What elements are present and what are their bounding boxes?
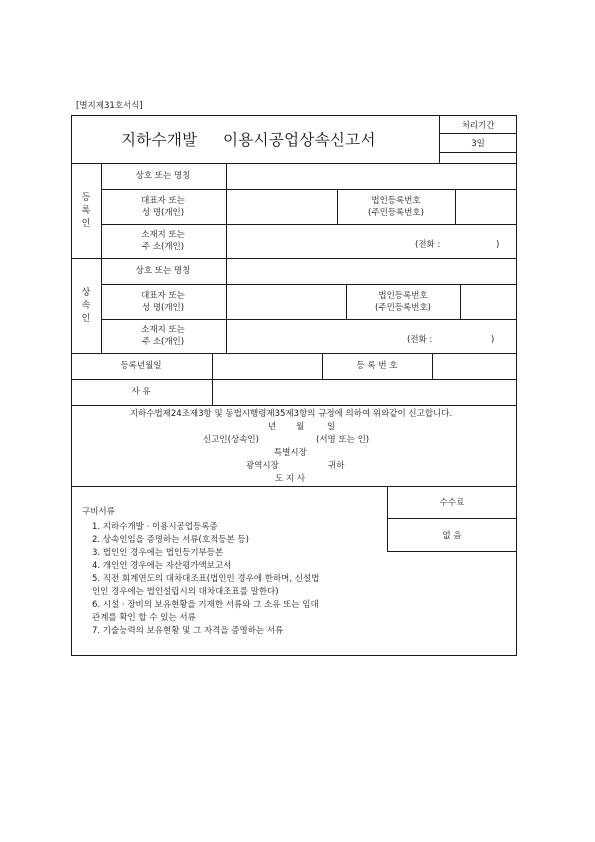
required-documents-heading: 구비서류 xyxy=(82,507,115,517)
heir-rep-label-line1: 대표자 또는 xyxy=(141,291,185,301)
heir-corp-right-divider xyxy=(460,284,461,319)
form-number: [별지제31호서식] xyxy=(76,101,143,111)
fee-label: 수수료 xyxy=(439,498,465,508)
title-bottom-line xyxy=(71,163,517,164)
declaration-bottom-line xyxy=(71,486,517,487)
registrant-address-label-line2: 주 소(개인) xyxy=(141,242,185,252)
heir-phone-close: ) xyxy=(491,335,495,345)
heir-corp-reg-label-line1: 법인등록번호 xyxy=(378,291,428,301)
registrant-rep-label-line1: 대표자 또는 xyxy=(141,196,185,206)
fee-box-middle xyxy=(387,518,517,519)
registrant-trade-name-label: 상호 또는 명칭 xyxy=(135,171,191,181)
regnum-right-divider xyxy=(432,353,433,379)
document-item: 2. 상속인임을 증명하는 서류(호적등본 등) xyxy=(92,535,249,545)
document-item: 3. 법인인 경우에는 법인등기부등본 xyxy=(92,548,224,558)
declaration-month: 월 xyxy=(296,422,305,432)
heir-rep-label-line2: 성 명(개인) xyxy=(141,303,185,313)
fee-box-bottom xyxy=(387,551,517,552)
registrant-address-label-line1: 소재지 또는 xyxy=(141,230,185,240)
registrant-corp-left-divider xyxy=(337,189,338,224)
processing-period-value: 3일 xyxy=(471,139,485,149)
document-item: 6. 시설 · 장비의 보유현황을 기재한 서류와 그 소유 또는 임대 xyxy=(92,600,319,610)
form-title-part2: 이용시공업상속신고서 xyxy=(223,131,376,149)
document-item: 5. 직전 회계연도의 대차대조표(법인인 경우에 한하며, 신설법 xyxy=(92,574,320,584)
registrant-rep-label-line2: 성 명(개인) xyxy=(141,208,185,218)
regnum-left-divider xyxy=(322,353,323,379)
document-item: 4. 개인인 경우에는 자산평가액보고서 xyxy=(92,561,232,571)
processing-period-label: 처리기간 xyxy=(461,121,495,131)
declaration-day: 일 xyxy=(327,422,336,432)
heir-phone-label: (전화 : xyxy=(407,335,433,345)
registrant-corp-reg-label-line1: 법인등록번호 xyxy=(371,196,421,206)
form-title-part1: 지하수개발 xyxy=(121,131,198,149)
section-divider-line xyxy=(71,258,517,259)
document-item: 1. 지하수개발 · 이용시공업등록증 xyxy=(92,522,218,532)
heir-line-1 xyxy=(101,284,517,285)
registrant-label-divider xyxy=(226,163,227,258)
signature-label: (서명 또는 인) xyxy=(316,435,370,445)
recipient-province: 도 지 사 xyxy=(275,474,306,484)
registration-number-label: 등 록 번 호 xyxy=(356,361,398,371)
declarant-label: 신고인(상속인) xyxy=(203,435,259,445)
registrant-section-label: 등록인 xyxy=(81,193,91,229)
registration-date-label: 등록년월일 xyxy=(120,361,162,371)
heir-corp-left-divider xyxy=(346,284,347,319)
registrant-line-2 xyxy=(101,224,517,225)
heir-section-label: 상속인 xyxy=(81,288,91,324)
registrant-phone-close: ) xyxy=(496,240,500,250)
document-item: 관계를 확인 할 수 있는 서류 xyxy=(92,613,196,623)
regdate-bottom-line xyxy=(71,379,517,380)
heir-trade-name-label: 상호 또는 명칭 xyxy=(135,266,191,276)
processing-divider xyxy=(439,115,440,163)
reason-bottom-line xyxy=(71,405,517,406)
heir-address-label-line1: 소재지 또는 xyxy=(141,325,185,335)
reason-label: 사 유 xyxy=(131,387,151,397)
registrant-corp-right-divider xyxy=(455,189,456,224)
recipient-metro-city: 광역시장 xyxy=(246,461,279,471)
declaration-statement: 지하수법제24조제3항 및 동법시행령제35제3항의 규정에 의하여 위와같이 신고합니다. xyxy=(129,409,453,419)
registrant-phone-label: (전화 : xyxy=(415,240,441,250)
heir-label-divider xyxy=(226,258,227,353)
document-item: 7. 기술능력의 보유현황 및 그 자격을 증명하는 서류 xyxy=(92,626,284,636)
heir-bottom-line xyxy=(71,353,517,354)
recipient-suffix: 귀하 xyxy=(328,461,345,471)
heir-corp-reg-label-line2: (주민등록번호) xyxy=(375,303,431,313)
declaration-year: 년 xyxy=(268,422,277,432)
processing-row-line-1 xyxy=(439,133,517,134)
fee-value: 없 음 xyxy=(442,531,462,541)
processing-row-line-2 xyxy=(439,152,517,153)
heir-line-2 xyxy=(101,319,517,320)
recipient-special-city: 특별시장 xyxy=(274,448,307,458)
heir-address-label-line2: 주 소(개인) xyxy=(141,337,185,347)
registrant-corp-reg-label-line2: (주민등록번호) xyxy=(368,208,424,218)
document-item: 인인 경우에는 법인설립시의 대차대조표를 말한다) xyxy=(92,587,279,597)
